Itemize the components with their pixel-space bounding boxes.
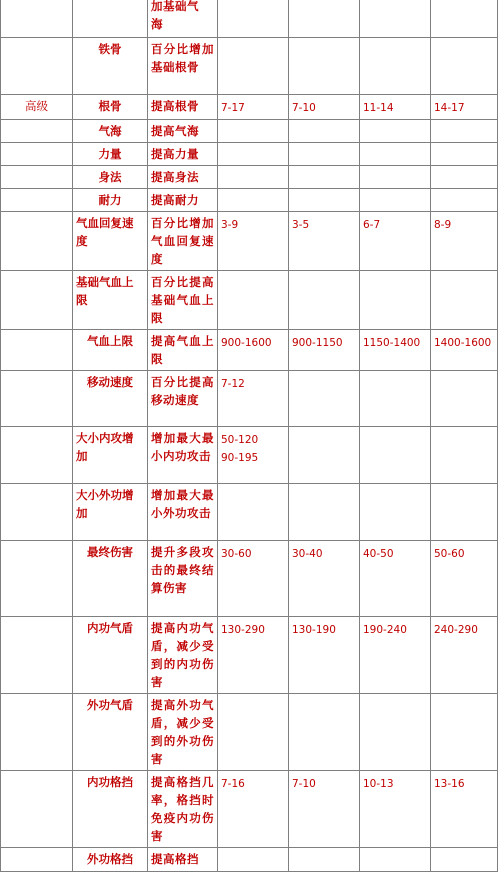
value-cell <box>431 371 498 427</box>
table-row <box>1 212 498 271</box>
value-cell <box>289 143 360 166</box>
description-cell: 提高外功气盾，减少受到的外功伤害 <box>148 694 218 771</box>
value-cell: 240-290 <box>431 617 498 694</box>
description-cell: 提高身法 <box>148 166 218 189</box>
grade-cell <box>1 120 73 143</box>
grade-cell <box>1 166 73 189</box>
value-cell: 7-10 <box>289 771 360 848</box>
description-cell: 提高耐力 <box>148 189 218 212</box>
value-cell <box>218 848 289 872</box>
value-cell: 1150-1400 <box>360 330 431 371</box>
grade-cell <box>1 189 73 212</box>
table-row <box>1 0 498 38</box>
attribute-name-cell <box>73 0 148 38</box>
table-row <box>1 371 498 427</box>
description-cell: 提高力量 <box>148 143 218 166</box>
grade-cell: 高级 <box>1 95 73 120</box>
attribute-name-cell: 身法 <box>73 166 148 189</box>
table-row <box>1 120 498 143</box>
value-cell: 130-190 <box>289 617 360 694</box>
attribute-name-cell: 气海 <box>73 120 148 143</box>
value-cell: 3-9 <box>218 212 289 271</box>
value-cell <box>431 166 498 189</box>
table-row <box>1 694 498 771</box>
value-cell <box>360 371 431 427</box>
value-cell: 50-60 <box>431 541 498 617</box>
grade-cell <box>1 371 73 427</box>
table-row <box>1 189 498 212</box>
value-line: 90-195 <box>221 452 259 464</box>
value-cell <box>218 189 289 212</box>
value-cell <box>360 848 431 872</box>
attribute-name-cell: 力量 <box>73 143 148 166</box>
value-cell <box>360 189 431 212</box>
description-cell: 提高气血上限 <box>148 330 218 371</box>
value-cell <box>360 271 431 330</box>
grade-cell <box>1 617 73 694</box>
value-cell <box>431 427 498 484</box>
value-cell <box>360 143 431 166</box>
table-row <box>1 848 498 872</box>
grade-cell <box>1 848 73 872</box>
value-cell <box>289 427 360 484</box>
attribute-name-cell: 内功气盾 <box>73 617 148 694</box>
description-cell: 提高格挡 <box>148 848 218 872</box>
value-cell <box>431 189 498 212</box>
value-cell <box>431 38 498 95</box>
value-cell <box>218 271 289 330</box>
attribute-name-cell: 铁骨 <box>73 38 148 95</box>
value-cell <box>289 38 360 95</box>
value-cell <box>289 120 360 143</box>
value-cell: 30-40 <box>289 541 360 617</box>
attribute-name-cell: 气血回复速度 <box>73 212 148 271</box>
value-cell <box>360 166 431 189</box>
description-cell: 百分比提高基础气血上限 <box>148 271 218 330</box>
description-line: 海 <box>151 17 163 31</box>
value-cell: 7-12 <box>218 371 289 427</box>
description-cell: 提高根骨 <box>148 95 218 120</box>
value-cell: 40-50 <box>360 541 431 617</box>
description-cell: 增加最大最小外功攻击 <box>148 484 218 541</box>
value-cell <box>218 484 289 541</box>
value-cell <box>431 271 498 330</box>
value-cell <box>431 484 498 541</box>
description-line: 加基础气 <box>151 0 199 13</box>
value-cell: 900-1600 <box>218 330 289 371</box>
attribute-name-cell: 外功气盾 <box>73 694 148 771</box>
grade-cell <box>1 38 73 95</box>
grade-cell <box>1 212 73 271</box>
value-cell: 1400-1600 <box>431 330 498 371</box>
value-cell <box>431 143 498 166</box>
value-cell <box>431 0 498 38</box>
value-line: 50-120 <box>221 434 259 446</box>
grade-cell <box>1 541 73 617</box>
description-cell: 提高内功气盾，减少受到的内功伤害 <box>148 617 218 694</box>
table-row <box>1 771 498 848</box>
attribute-name-cell: 耐力 <box>73 189 148 212</box>
value-cell <box>360 427 431 484</box>
description-cell: 百分比提高移动速度 <box>148 371 218 427</box>
grade-cell <box>1 271 73 330</box>
value-cell: 190-240 <box>360 617 431 694</box>
grade-cell <box>1 330 73 371</box>
attribute-name-cell: 气血上限 <box>73 330 148 371</box>
attribute-name-cell: 大小内攻增加 <box>73 427 148 484</box>
description-cell: 提高气海 <box>148 120 218 143</box>
grade-cell <box>1 484 73 541</box>
value-cell <box>218 694 289 771</box>
value-cell: 13-16 <box>431 771 498 848</box>
value-cell <box>360 38 431 95</box>
value-cell <box>431 848 498 872</box>
value-cell: 30-60 <box>218 541 289 617</box>
value-cell <box>289 189 360 212</box>
table-row <box>1 95 498 120</box>
value-cell: 6-7 <box>360 212 431 271</box>
value-cell <box>218 0 289 38</box>
value-cell <box>289 848 360 872</box>
grade-cell <box>1 771 73 848</box>
attribute-name-cell: 内功格挡 <box>73 771 148 848</box>
grade-cell <box>1 143 73 166</box>
value-cell <box>360 694 431 771</box>
value-cell: 7-16 <box>218 771 289 848</box>
value-cell <box>431 694 498 771</box>
value-cell: 14-17 <box>431 95 498 120</box>
description-cell <box>148 0 218 38</box>
value-cell <box>218 38 289 95</box>
value-cell <box>289 694 360 771</box>
table-row <box>1 541 498 617</box>
value-cell: 3-5 <box>289 212 360 271</box>
attribute-name-cell: 基础气血上限 <box>73 271 148 330</box>
value-cell: 7-17 <box>218 95 289 120</box>
grade-cell <box>1 427 73 484</box>
description-cell: 提升多段攻击的最终结算伤害 <box>148 541 218 617</box>
grade-cell <box>1 694 73 771</box>
grade-cell <box>1 0 73 38</box>
value-cell <box>289 271 360 330</box>
value-cell: 130-290 <box>218 617 289 694</box>
table-row <box>1 143 498 166</box>
attribute-name-cell: 最终伤害 <box>73 541 148 617</box>
value-cell <box>218 143 289 166</box>
value-cell: 11-14 <box>360 95 431 120</box>
table-row <box>1 38 498 95</box>
value-cell <box>218 120 289 143</box>
description-cell: 增加最大最小内功攻击 <box>148 427 218 484</box>
table-row <box>1 166 498 189</box>
value-cell <box>360 0 431 38</box>
attribute-name-cell: 根骨 <box>73 95 148 120</box>
value-cell <box>289 371 360 427</box>
value-cell <box>289 0 360 38</box>
value-cell <box>289 484 360 541</box>
description-cell: 百分比增加气血回复速度 <box>148 212 218 271</box>
value-cell <box>289 166 360 189</box>
description-cell: 百分比增加基础根骨 <box>148 38 218 95</box>
value-cell <box>218 427 289 484</box>
table-row <box>1 427 498 484</box>
attribute-name-cell: 外功格挡 <box>73 848 148 872</box>
table-row <box>1 617 498 694</box>
attribute-name-cell: 大小外功增加 <box>73 484 148 541</box>
value-cell <box>360 484 431 541</box>
value-cell: 8-9 <box>431 212 498 271</box>
value-cell: 7-10 <box>289 95 360 120</box>
attribute-name-cell: 移动速度 <box>73 371 148 427</box>
table-row <box>1 330 498 371</box>
table-row <box>1 484 498 541</box>
description-cell: 提高格挡几率，格挡时免疫内功伤害 <box>148 771 218 848</box>
value-cell <box>218 166 289 189</box>
value-cell <box>431 120 498 143</box>
value-cell: 900-1150 <box>289 330 360 371</box>
value-cell <box>360 120 431 143</box>
table-row <box>1 271 498 330</box>
value-cell: 10-13 <box>360 771 431 848</box>
